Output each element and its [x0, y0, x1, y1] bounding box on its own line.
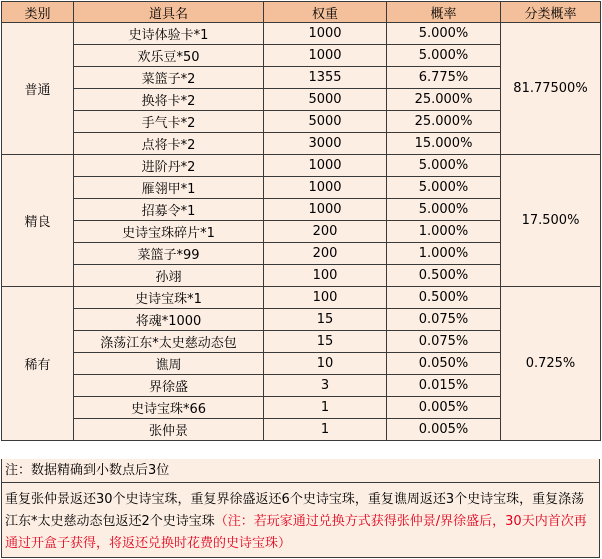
refund-note-warning: （注：若玩家通过兑换方式获得张仲景/界徐盛后，30天内首次再通过开盒子获得，将返还兑换时花费的史诗宝珠）	[5, 514, 587, 551]
item-name-cell: 界徐盛	[74, 375, 264, 397]
table-row	[2, 23, 601, 45]
item-name-cell: 将魂*1000	[74, 309, 264, 331]
category-probability-cell: 17.500%	[501, 155, 601, 287]
weight-cell: 1000	[264, 23, 387, 45]
weight-cell: 3000	[264, 133, 387, 155]
item-name-cell: 史诗宝珠*1	[74, 287, 264, 309]
probability-cell: 0.500%	[387, 265, 501, 287]
weight-cell: 5000	[264, 89, 387, 111]
item-name-cell: 史诗宝珠*66	[74, 397, 264, 419]
header-category-probability: 分类概率	[501, 2, 601, 23]
weight-cell: 5000	[264, 111, 387, 133]
weight-cell: 10	[264, 353, 387, 375]
item-name-cell: 史诗体验卡*1	[74, 23, 264, 45]
probability-cell: 0.075%	[387, 309, 501, 331]
probability-cell: 6.775%	[387, 67, 501, 89]
item-name-cell: 换将卡*2	[74, 89, 264, 111]
probability-cell: 1.000%	[387, 243, 501, 265]
weight-cell: 15	[264, 331, 387, 353]
probability-cell: 0.015%	[387, 375, 501, 397]
weight-cell: 3	[264, 375, 387, 397]
header-probability: 概率	[387, 2, 501, 23]
probability-cell: 5.000%	[387, 155, 501, 177]
item-name-cell: 点将卡*2	[74, 133, 264, 155]
item-name-cell: 欢乐豆*50	[74, 45, 264, 67]
refund-note-text: 重复张仲景返还30个史诗宝珠，重复界徐盛返还6个史诗宝珠，重复谯周返还3个史诗宝珠，重复涤荡江东*太史慈动态包返还2个史诗宝珠	[5, 492, 585, 529]
item-name-cell: 雁翎甲*1	[74, 177, 264, 199]
item-name-cell: 菜篮子*99	[74, 243, 264, 265]
item-name-cell: 孙翊	[74, 265, 264, 287]
table-row	[2, 155, 601, 177]
category-probability-cell: 81.77500%	[501, 23, 601, 155]
probability-cell: 25.000%	[387, 89, 501, 111]
weight-cell: 100	[264, 287, 387, 309]
weight-cell: 200	[264, 243, 387, 265]
item-name-cell: 菜篮子*2	[74, 67, 264, 89]
item-name-cell: 手气卡*2	[74, 111, 264, 133]
probability-cell: 0.005%	[387, 419, 501, 441]
table-row	[2, 287, 601, 309]
weight-cell: 1000	[264, 177, 387, 199]
probability-cell: 5.000%	[387, 199, 501, 221]
weight-cell: 1000	[264, 199, 387, 221]
probability-cell: 5.000%	[387, 177, 501, 199]
weight-cell: 1	[264, 419, 387, 441]
category-probability-cell: 0.725%	[501, 287, 601, 441]
table-body	[2, 23, 601, 441]
probability-cell: 0.075%	[387, 331, 501, 353]
item-name-cell: 史诗宝珠碎片*1	[74, 221, 264, 243]
probability-cell: 5.000%	[387, 23, 501, 45]
header-row	[2, 2, 601, 23]
header-weight: 权重	[264, 2, 387, 23]
category-cell: 稀有	[2, 287, 74, 441]
category-cell: 精良	[2, 155, 74, 287]
probability-cell: 15.000%	[387, 133, 501, 155]
item-name-cell: 张仲景	[74, 419, 264, 441]
weight-cell: 1355	[264, 67, 387, 89]
probability-cell: 5.000%	[387, 45, 501, 67]
probability-cell: 0.005%	[387, 397, 501, 419]
item-name-cell: 涤荡江东*太史慈动态包	[74, 331, 264, 353]
probability-cell: 1.000%	[387, 221, 501, 243]
refund-note	[1, 483, 600, 558]
item-name-cell: 谯周	[74, 353, 264, 375]
weight-cell: 100	[264, 265, 387, 287]
probability-cell: 25.000%	[387, 111, 501, 133]
drop-rate-table	[1, 1, 601, 441]
item-name-cell: 招募令*1	[74, 199, 264, 221]
header-item-name: 道具名	[74, 2, 264, 23]
item-name-cell: 进阶丹*2	[74, 155, 264, 177]
weight-cell: 15	[264, 309, 387, 331]
weight-cell: 1000	[264, 155, 387, 177]
weight-cell: 200	[264, 221, 387, 243]
probability-cell: 0.500%	[387, 287, 501, 309]
weight-cell: 1000	[264, 45, 387, 67]
weight-cell: 1	[264, 397, 387, 419]
header-category: 类别	[2, 2, 74, 23]
probability-cell: 0.050%	[387, 353, 501, 375]
category-cell: 普通	[2, 23, 74, 155]
precision-note: 注：数据精确到小数点后3位	[1, 459, 600, 483]
